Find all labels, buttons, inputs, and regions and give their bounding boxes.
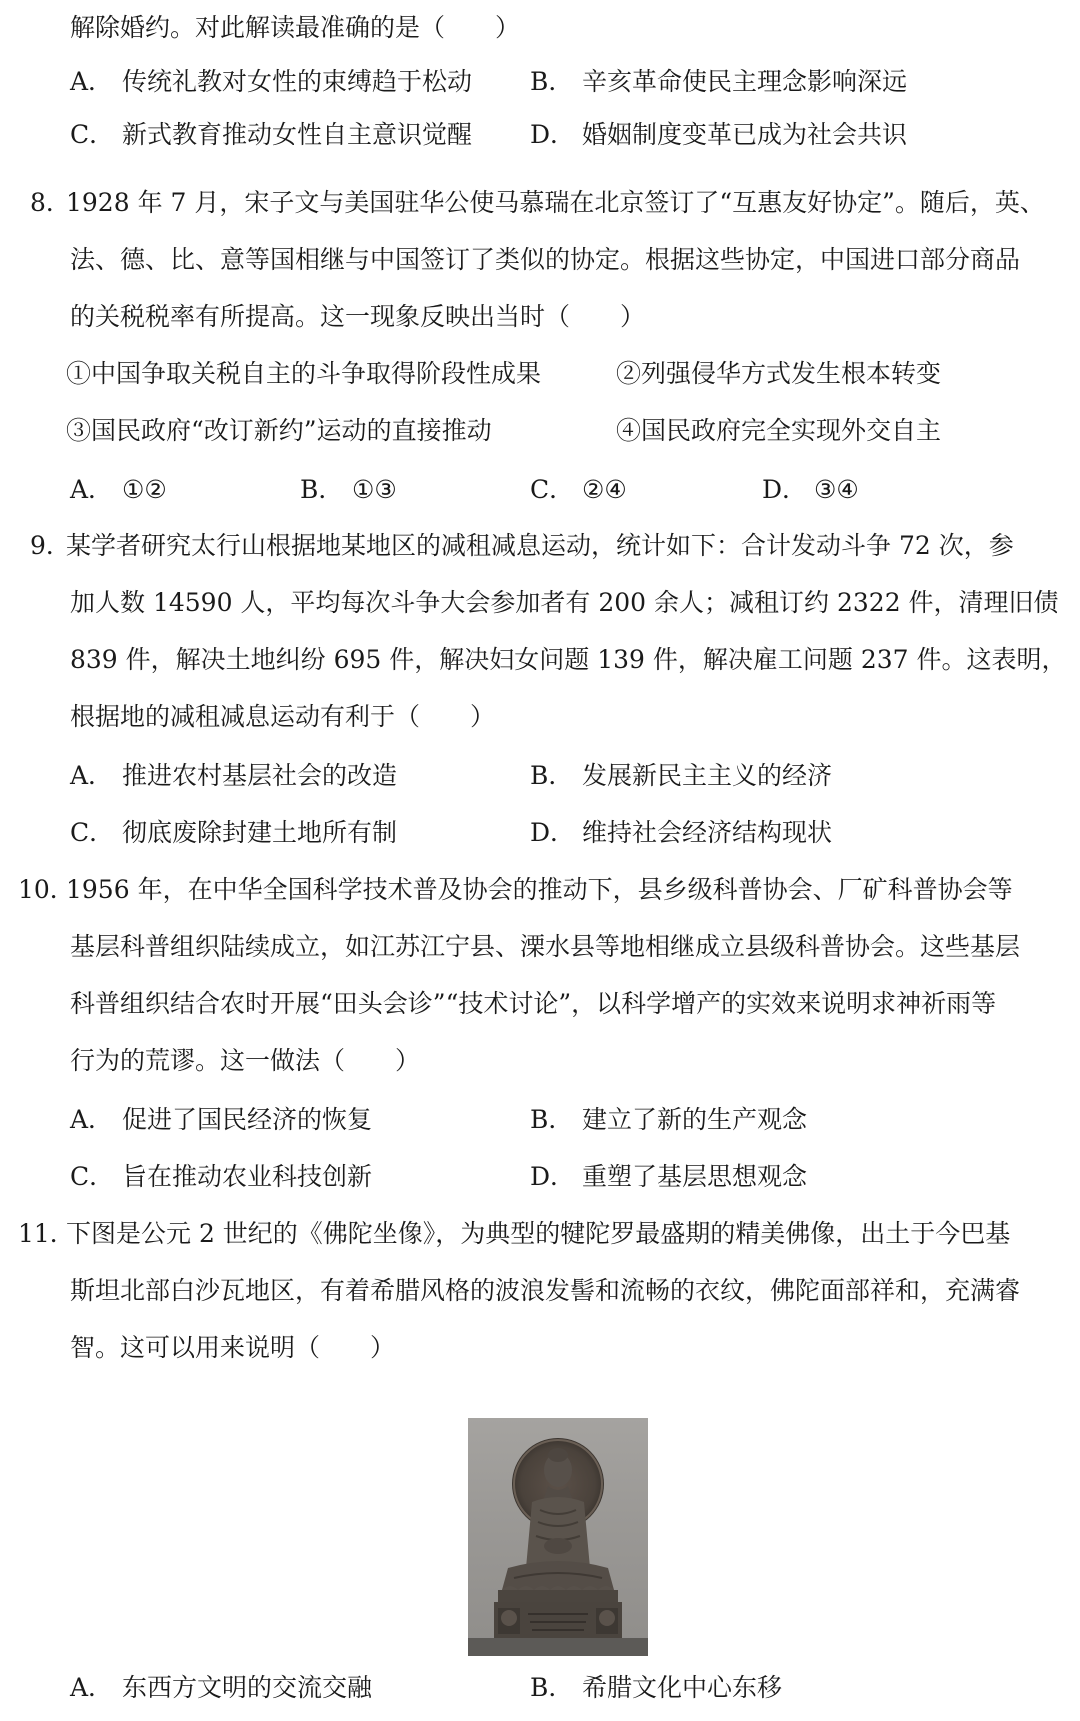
option-text: 传统礼教对女性的束缚趋于松动 — [122, 67, 473, 96]
q10-stem-line-1: 1956 年，在中华全国科学技术普及协会的推动下，县乡级科普协会、厂矿科普协会等 — [66, 875, 1013, 904]
option-letter: B． — [300, 475, 344, 504]
q8-statement-2: ②列强侵华方式发生根本转变 — [616, 359, 942, 388]
lotus-seat — [498, 1590, 618, 1602]
q8-option-a — [70, 477, 167, 502]
option-text: 发展新民主主义的经济 — [582, 761, 833, 790]
option-letter: C． — [70, 818, 115, 847]
q8-statement-4: ④国民政府完全实现外交自主 — [616, 416, 942, 445]
option-letter: A． — [70, 67, 114, 96]
option-letter: B． — [530, 1105, 574, 1134]
q11-stem-line-1: 下图是公元 2 世纪的《佛陀坐像》，为典型的犍陀罗最盛期的精美佛像，出土于今巴基 — [66, 1219, 1011, 1248]
q10-option-a — [70, 1107, 372, 1132]
q8-option-b — [300, 477, 397, 502]
q7-option-d — [530, 122, 907, 147]
buddha-statue-photo — [468, 1418, 648, 1656]
q10-stem-line-4: 行为的荒谬。这一做法（ ） — [70, 1046, 421, 1075]
option-text: 促进了国民经济的恢复 — [122, 1105, 373, 1134]
q10-number: 10． — [18, 875, 75, 904]
q11-stem-line-2: 斯坦北部白沙瓦地区，有着希腊风格的波浪发髻和流畅的衣纹，佛陀面部祥和，充满睿 — [70, 1276, 1021, 1305]
q9-number: 9． — [30, 531, 71, 560]
display-base — [468, 1638, 648, 1656]
option-letter: D． — [762, 475, 808, 504]
option-letter: A． — [70, 1673, 114, 1702]
q9-option-a — [70, 763, 397, 788]
option-text: 旨在推动农业科技创新 — [122, 1162, 373, 1191]
option-text: ③④ — [814, 475, 859, 504]
q8-statement-3: ③国民政府“改订新约”运动的直接推动 — [66, 416, 492, 445]
option-text: 彻底废除封建土地所有制 — [122, 818, 398, 847]
q11-option-b — [530, 1675, 782, 1700]
q7-stem-tail: 解除婚约。对此解读最准确的是（ ） — [70, 13, 521, 42]
q9-stem-line-2: 加人数 14590 人，平均每次斗争大会参加者有 200 余人；减租订约 2322 件，清理旧债 — [70, 588, 1059, 617]
q11-option-a — [70, 1675, 372, 1700]
option-letter: A． — [70, 1105, 114, 1134]
torso-shape — [526, 1497, 590, 1572]
q10-option-d — [530, 1164, 807, 1189]
option-text: 建立了新的生产观念 — [582, 1105, 808, 1134]
option-text: 维持社会经济结构现状 — [582, 818, 833, 847]
option-letter: C． — [70, 120, 115, 149]
q9-option-d — [530, 820, 832, 845]
q8-stem-line-1: 1928 年 7 月，宋子文与美国驻华公使马慕瑞在北京签订了“互惠友好协定”。随后，英、 — [66, 188, 1045, 217]
q9-option-b — [530, 763, 832, 788]
q8-option-c — [530, 477, 627, 502]
option-text: 希腊文化中心东移 — [582, 1673, 783, 1702]
q7-option-b — [530, 69, 907, 94]
q8-number: 8． — [30, 188, 71, 217]
option-letter: A． — [70, 761, 114, 790]
option-text: ①③ — [352, 475, 397, 504]
option-text: 重塑了基层思想观念 — [582, 1162, 808, 1191]
q9-stem-line-3: 839 件，解决土地纠纷 695 件，解决妇女问题 139 件，解决雇工问题 237 件。这表明， — [70, 645, 1067, 674]
option-text: ①② — [122, 475, 167, 504]
option-letter: C． — [530, 475, 575, 504]
option-letter: C． — [70, 1162, 115, 1191]
q11-stem-line-3: 智。这可以用来说明（ ） — [70, 1333, 396, 1362]
option-text: 东西方文明的交流交融 — [122, 1673, 373, 1702]
q10-option-c — [70, 1164, 372, 1189]
option-text: 新式教育推动女性自主意识觉醒 — [122, 120, 473, 149]
q10-stem-line-2: 基层科普组织陆续成立，如江苏江宁县、溧水县等地相继成立县级科普协会。这些基层 — [70, 932, 1021, 961]
option-letter: D． — [530, 120, 576, 149]
option-letter: D． — [530, 818, 576, 847]
option-letter: B． — [530, 761, 574, 790]
q9-stem-line-4: 根据地的减租减息运动有利于（ ） — [70, 702, 496, 731]
option-text: ②④ — [582, 475, 627, 504]
q7-option-c — [70, 122, 472, 147]
q8-option-d — [762, 477, 859, 502]
q8-stem-line-2: 法、德、比、意等国相继与中国签订了类似的协定。根据这些协定，中国进口部分商品 — [70, 245, 1021, 274]
q9-stem-line-1: 某学者研究太行山根据地某地区的减租减息运动，统计如下：合计发动斗争 72 次，参 — [66, 531, 1014, 560]
option-text: 婚姻制度变革已成为社会共识 — [582, 120, 908, 149]
q8-statement-1: ①中国争取关税自主的斗争取得阶段性成果 — [66, 359, 542, 388]
q7-option-a — [70, 69, 472, 94]
option-letter: B． — [530, 1673, 574, 1702]
hands-shape — [544, 1538, 572, 1554]
option-letter: B． — [530, 67, 574, 96]
option-text: 辛亥革命使民主理念影响深远 — [582, 67, 908, 96]
q8-stem-line-3: 的关税税率有所提高。这一现象反映出当时（ ） — [70, 302, 646, 331]
q9-option-c — [70, 820, 397, 845]
option-letter: D． — [530, 1162, 576, 1191]
q10-stem-line-3: 科普组织结合农时开展“田头会诊”“技术讨论”，以科学增产的实效来说明求神祈雨等 — [70, 989, 997, 1018]
q10-option-b — [530, 1107, 807, 1132]
buddha-statue-illustration — [468, 1418, 648, 1656]
option-letter: A． — [70, 475, 114, 504]
q11-number: 11． — [18, 1219, 75, 1248]
option-text: 推进农村基层社会的改造 — [122, 761, 398, 790]
